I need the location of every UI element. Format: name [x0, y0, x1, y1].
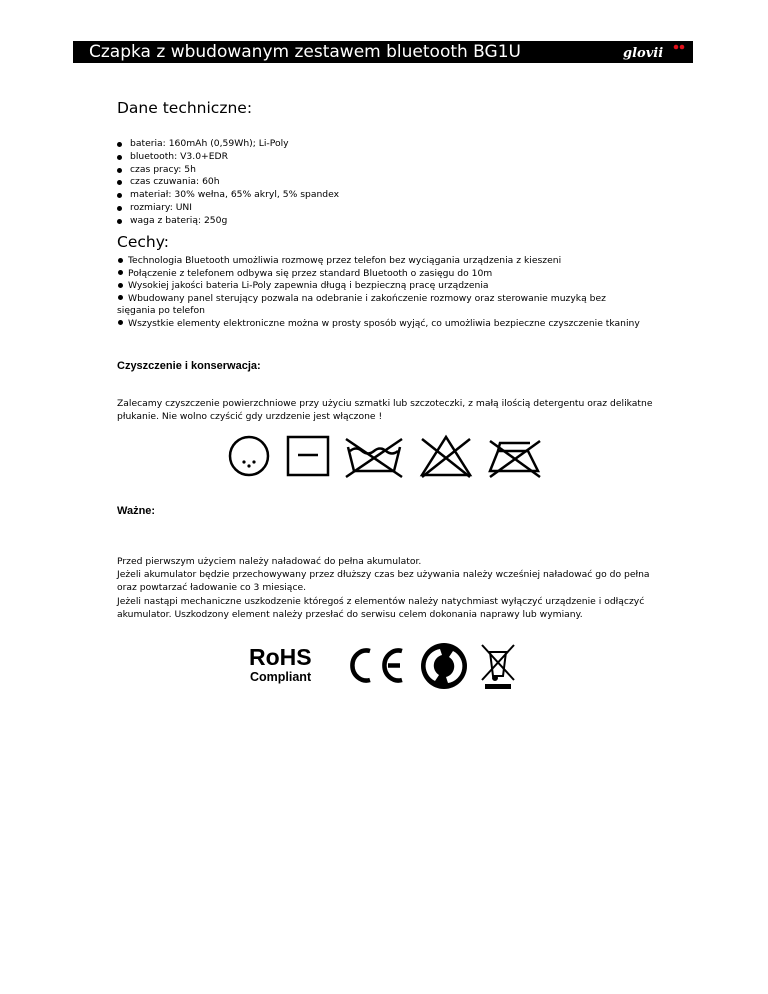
- list-item: czas czuwania: 60h: [117, 176, 339, 189]
- glovii-logo: [621, 42, 687, 62]
- list-item: Wysokiej jakości bateria Li-Poly zapewnia długą i bezpieczną pracę urządzenia: [117, 280, 642, 293]
- list-item: Technologia Bluetooth umożliwia rozmowę przez telefon bez wyciągania urządzenia z kieszeni: [117, 255, 642, 268]
- paragraph-line: Jeżeli nastąpi mechaniczne uszkodzenie któregoś z elementów należy natychmiast wyłączyć urządzenie i odłączyć akumulator. Uszkodzony element należy przesłać do serwisu celem dokonania naprawy lub wymiany.: [117, 595, 645, 620]
- list-item: materiał: 30% wełna, 65% akryl, 5% spandex: [117, 189, 339, 202]
- list-item: Wszystkie elementy elektroniczne można w prosty sposób wyjąć, co umożliwia bezpieczne czyszczenie tkaniny: [117, 318, 642, 331]
- list-item: Wbudowany panel sterujący pozwala na odebranie i zakończenie rozmowy oraz sterowanie muzyką bez sięgania po telefon: [117, 292, 606, 317]
- tumble-dry-icon: [230, 437, 268, 475]
- specs-list: [117, 138, 339, 228]
- care-text: Zalecamy czyszczenie powierzchniowe przy użyciu szmatki lub szczoteczki, z małą ilością detergentu oraz delikatne płukanie. Nie wolno czyścić gdy urzdzenie jest włączone !: [117, 398, 653, 423]
- features-list: [117, 255, 642, 331]
- specs-heading: Dane techniczne:: [117, 99, 253, 117]
- list-item: Połączenie z telefonem odbywa się przez standard Bluetooth o zasięgu do 10m: [117, 268, 642, 281]
- do-not-bleach-icon: [422, 437, 470, 477]
- care-heading: Czyszczenie i konserwacja:: [117, 360, 261, 372]
- ce-mark-icon: [352, 651, 402, 681]
- list-item: bateria: 160mAh (0,59Wh); Li-Poly: [117, 138, 339, 151]
- list-item: bluetooth: V3.0+EDR: [117, 151, 339, 164]
- do-not-wash-icon: [346, 439, 402, 477]
- svg-text:RoHS: RoHS: [249, 644, 312, 670]
- bullet-icon: [118, 283, 123, 288]
- bullet-icon: [118, 258, 123, 263]
- certification-marks: [246, 640, 518, 692]
- paragraph-line: Przed pierwszym użyciem należy naładować do pełna akumulator.: [117, 556, 422, 567]
- list-item: rozmiary: UNI: [117, 202, 339, 215]
- bullet-icon: [118, 295, 123, 300]
- svg-text:Compliant: Compliant: [250, 670, 312, 684]
- care-symbols: [228, 433, 546, 479]
- bullet-icon: [118, 320, 123, 325]
- weee-crossed-bin-icon: [482, 645, 514, 689]
- dry-flat-icon: [288, 437, 328, 475]
- header-banner: [73, 41, 693, 63]
- important-text: [117, 555, 657, 621]
- features-heading: Cechy:: [117, 233, 169, 251]
- important-heading: Ważne:: [117, 505, 156, 517]
- green-dot-icon: [421, 643, 467, 689]
- list-item: waga z baterią: 250g: [117, 215, 339, 228]
- rohs-compliant-icon: [249, 644, 312, 684]
- bullet-icon: [118, 270, 123, 275]
- paragraph-line: Jeżeli akumulator będzie przechowywany przez dłuższy czas bez używania należy wcześniej naładować go do pełna oraz powtarzać ładowanie co 3 miesiące.: [117, 569, 650, 594]
- do-not-iron-icon: [490, 441, 540, 477]
- list-item: czas pracy: 5h: [117, 164, 339, 177]
- page-title: Czapka z wbudowanym zestawem bluetooth BG1U: [89, 42, 521, 62]
- svg-text:glovii: glovii: [623, 46, 664, 61]
